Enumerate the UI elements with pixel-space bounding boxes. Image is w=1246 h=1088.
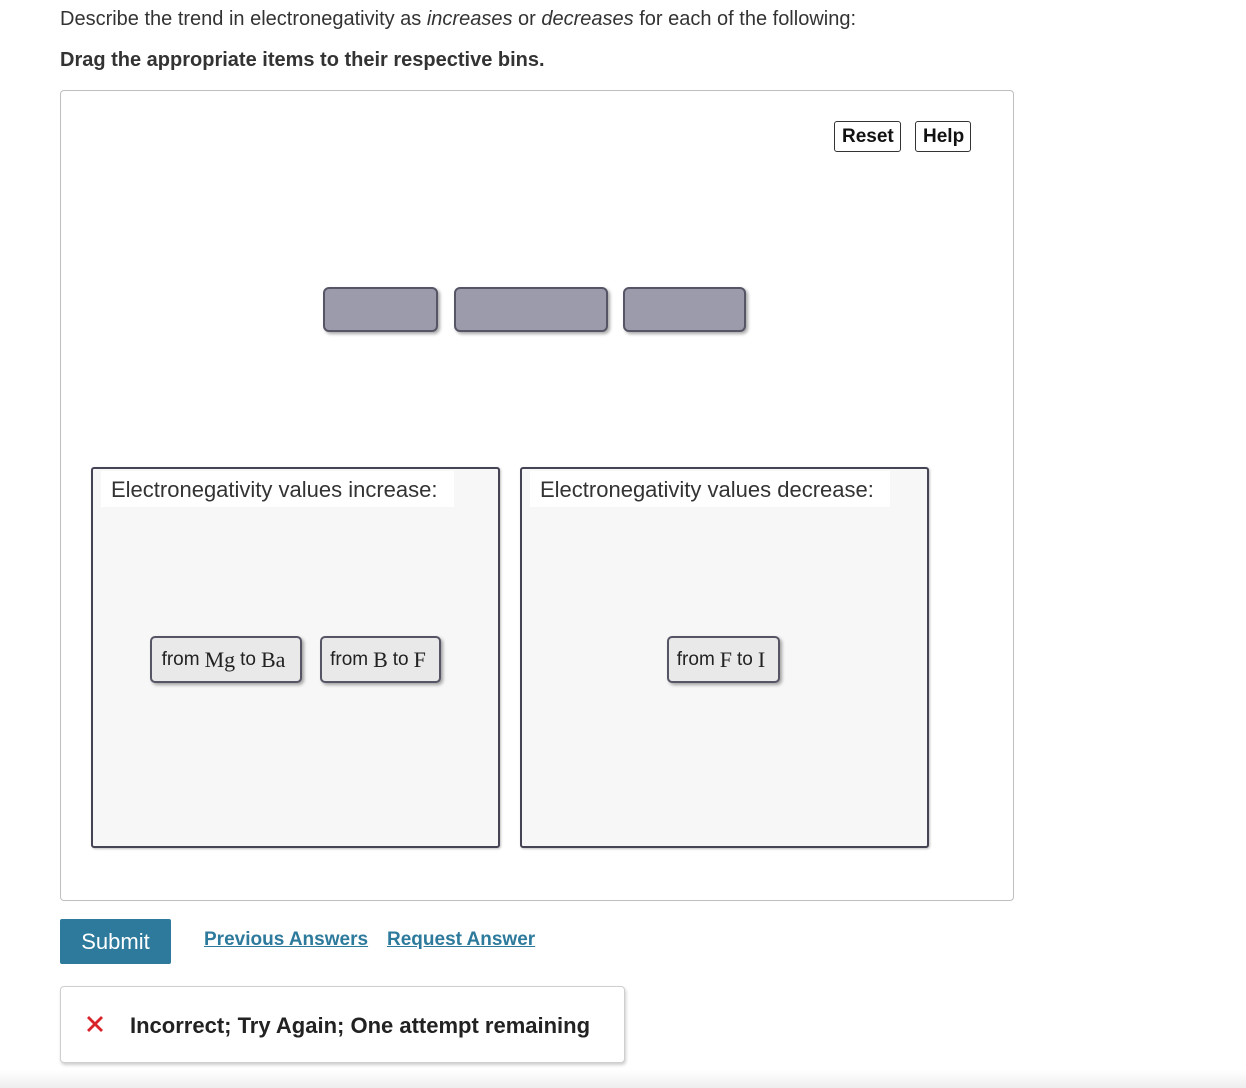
element-symbol: I xyxy=(757,646,766,672)
reset-button[interactable]: Reset xyxy=(834,121,901,152)
feedback-message: Incorrect; Try Again; One attempt remaining xyxy=(130,1013,591,1038)
help-button[interactable]: Help xyxy=(915,121,971,152)
term-increases: increases xyxy=(426,8,513,30)
term-decreases: decreases xyxy=(541,8,634,30)
item-text: to xyxy=(240,648,256,670)
item-text: to xyxy=(737,648,753,670)
element-symbol: F xyxy=(413,646,426,672)
element-symbol: B xyxy=(373,646,388,672)
drag-drop-area xyxy=(60,90,1014,901)
previous-answers-link[interactable]: Previous Answers xyxy=(204,929,369,950)
question-prefix: Describe the trend in electronegativity as xyxy=(60,8,427,30)
item-text: from xyxy=(330,648,369,670)
bin-decrease[interactable] xyxy=(520,467,929,848)
bin-increase[interactable] xyxy=(91,467,500,848)
item-text: from xyxy=(161,648,200,670)
question-suffix: for each of the following: xyxy=(633,8,857,30)
bin-decrease-label: Electronegativity values decrease: xyxy=(530,471,890,507)
drag-item-b-to-f[interactable] xyxy=(320,636,441,683)
request-answer-link[interactable]: Request Answer xyxy=(387,929,536,950)
bin-increase-label: Electronegativity values increase: xyxy=(101,471,454,507)
empty-item-slot xyxy=(323,287,438,332)
close-icon xyxy=(83,1012,107,1036)
element-symbol: Ba xyxy=(260,646,286,672)
question-middle: or xyxy=(512,8,542,30)
question-text xyxy=(60,8,856,31)
item-text: from xyxy=(676,648,715,670)
element-symbol: F xyxy=(719,646,733,672)
drag-instruction: Drag the appropriate items to their respective bins. xyxy=(60,49,545,71)
submit-button[interactable]: Submit xyxy=(60,919,171,964)
bottom-strip xyxy=(0,1070,1246,1088)
drag-item-mg-to-ba[interactable] xyxy=(150,636,302,683)
drag-item-f-to-i[interactable] xyxy=(667,636,780,683)
element-symbol: Mg xyxy=(204,646,236,672)
item-text: to xyxy=(392,648,409,670)
feedback-box xyxy=(60,986,625,1063)
empty-item-slot xyxy=(623,287,746,332)
empty-item-slot xyxy=(454,287,608,332)
